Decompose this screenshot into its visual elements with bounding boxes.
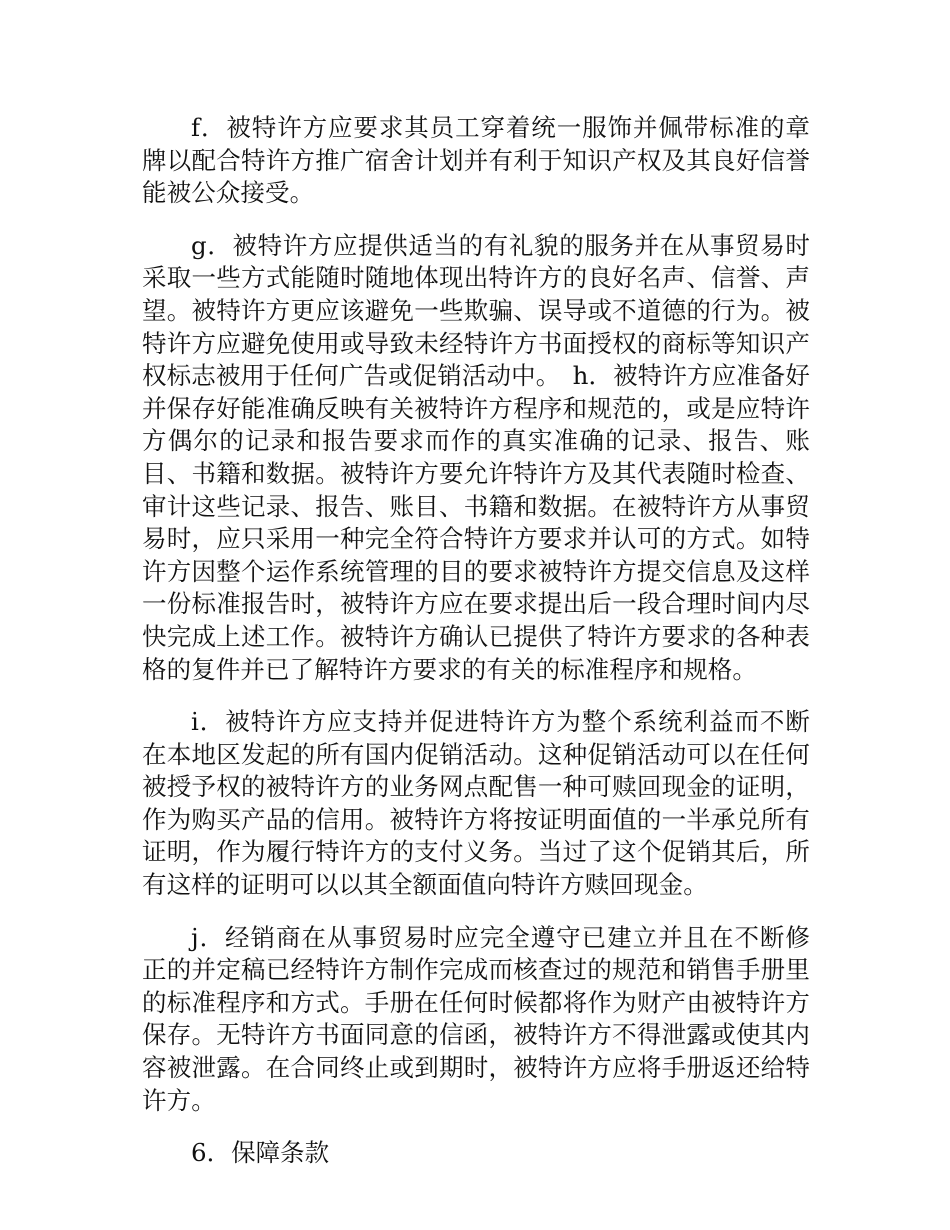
paragraph-g-h: g．被特许方应提供适当的有礼貌的服务并在从事贸易时采取一些方式能随时随地体现出特许方的良好名声、信誉、声望。被特许方更应该避免一些欺骗、误导或不道德的行为。被特许方应避免使用或导致未经特许方书面授权的商标等知识产权标志被用于任何广告或促销活动中。 h．被特许方应准备好并保存好能准确反映有关被特许方程序和规范的，或是应特许方偶尔的记录和报告要求而作的真实准确的记录、报告、账目、书籍和数据。被特许方要允许特许方及其代表随时检查、审计这些记录、报告、账目、书籍和数据。在被特许方从事贸易时，应只采用一种完全符合特许方要求并认可的方式。如特许方因整个运作系统管理的目的要求被特许方提交信息及这样一份标准报告时，被特许方应在要求提出后一段合理时间内尽快完成上述工作。被特许方确认已提供了特许方要求的各种表格的复件并已了解特许方要求的有关的标准程序和规格。	[142, 230, 810, 684]
paragraph-j: j．经销商在从事贸易时应完全遵守已建立并且在不断修正的并定稿已经特许方制作完成而核查过的规范和销售手册里的标准程序和方式。手册在任何时候都将作为财产由被特许方保存。无特许方书面同意的信函，被特许方不得泄露或使其内容被泄露。在合同终止或到期时，被特许方应将手册返还给特许方。	[142, 922, 810, 1115]
document-body	[142, 112, 810, 1170]
section-heading: 6．保障条款	[191, 1138, 330, 1168]
paragraph-f: f．被特许方应要求其员工穿着统一服饰并佩带标准的章牌以配合特许方推广宿舍计划并有利于知识产权及其良好信誉能被公众接受。	[142, 113, 810, 208]
paragraph-i: i．被特许方应支持并促进特许方为整个系统利益而不断在本地区发起的所有国内促销活动。这种促销活动可以在任何被授予权的被特许方的业务网点配售一种可赎回现金的证明，作为购买产品的信用。被特许方将按证明面值的一半承兑所有证明，作为履行特许方的支付义务。当过了这个促销其后，所有这样的证明可以以其全额面值向特许方赎回现金。	[142, 707, 810, 900]
